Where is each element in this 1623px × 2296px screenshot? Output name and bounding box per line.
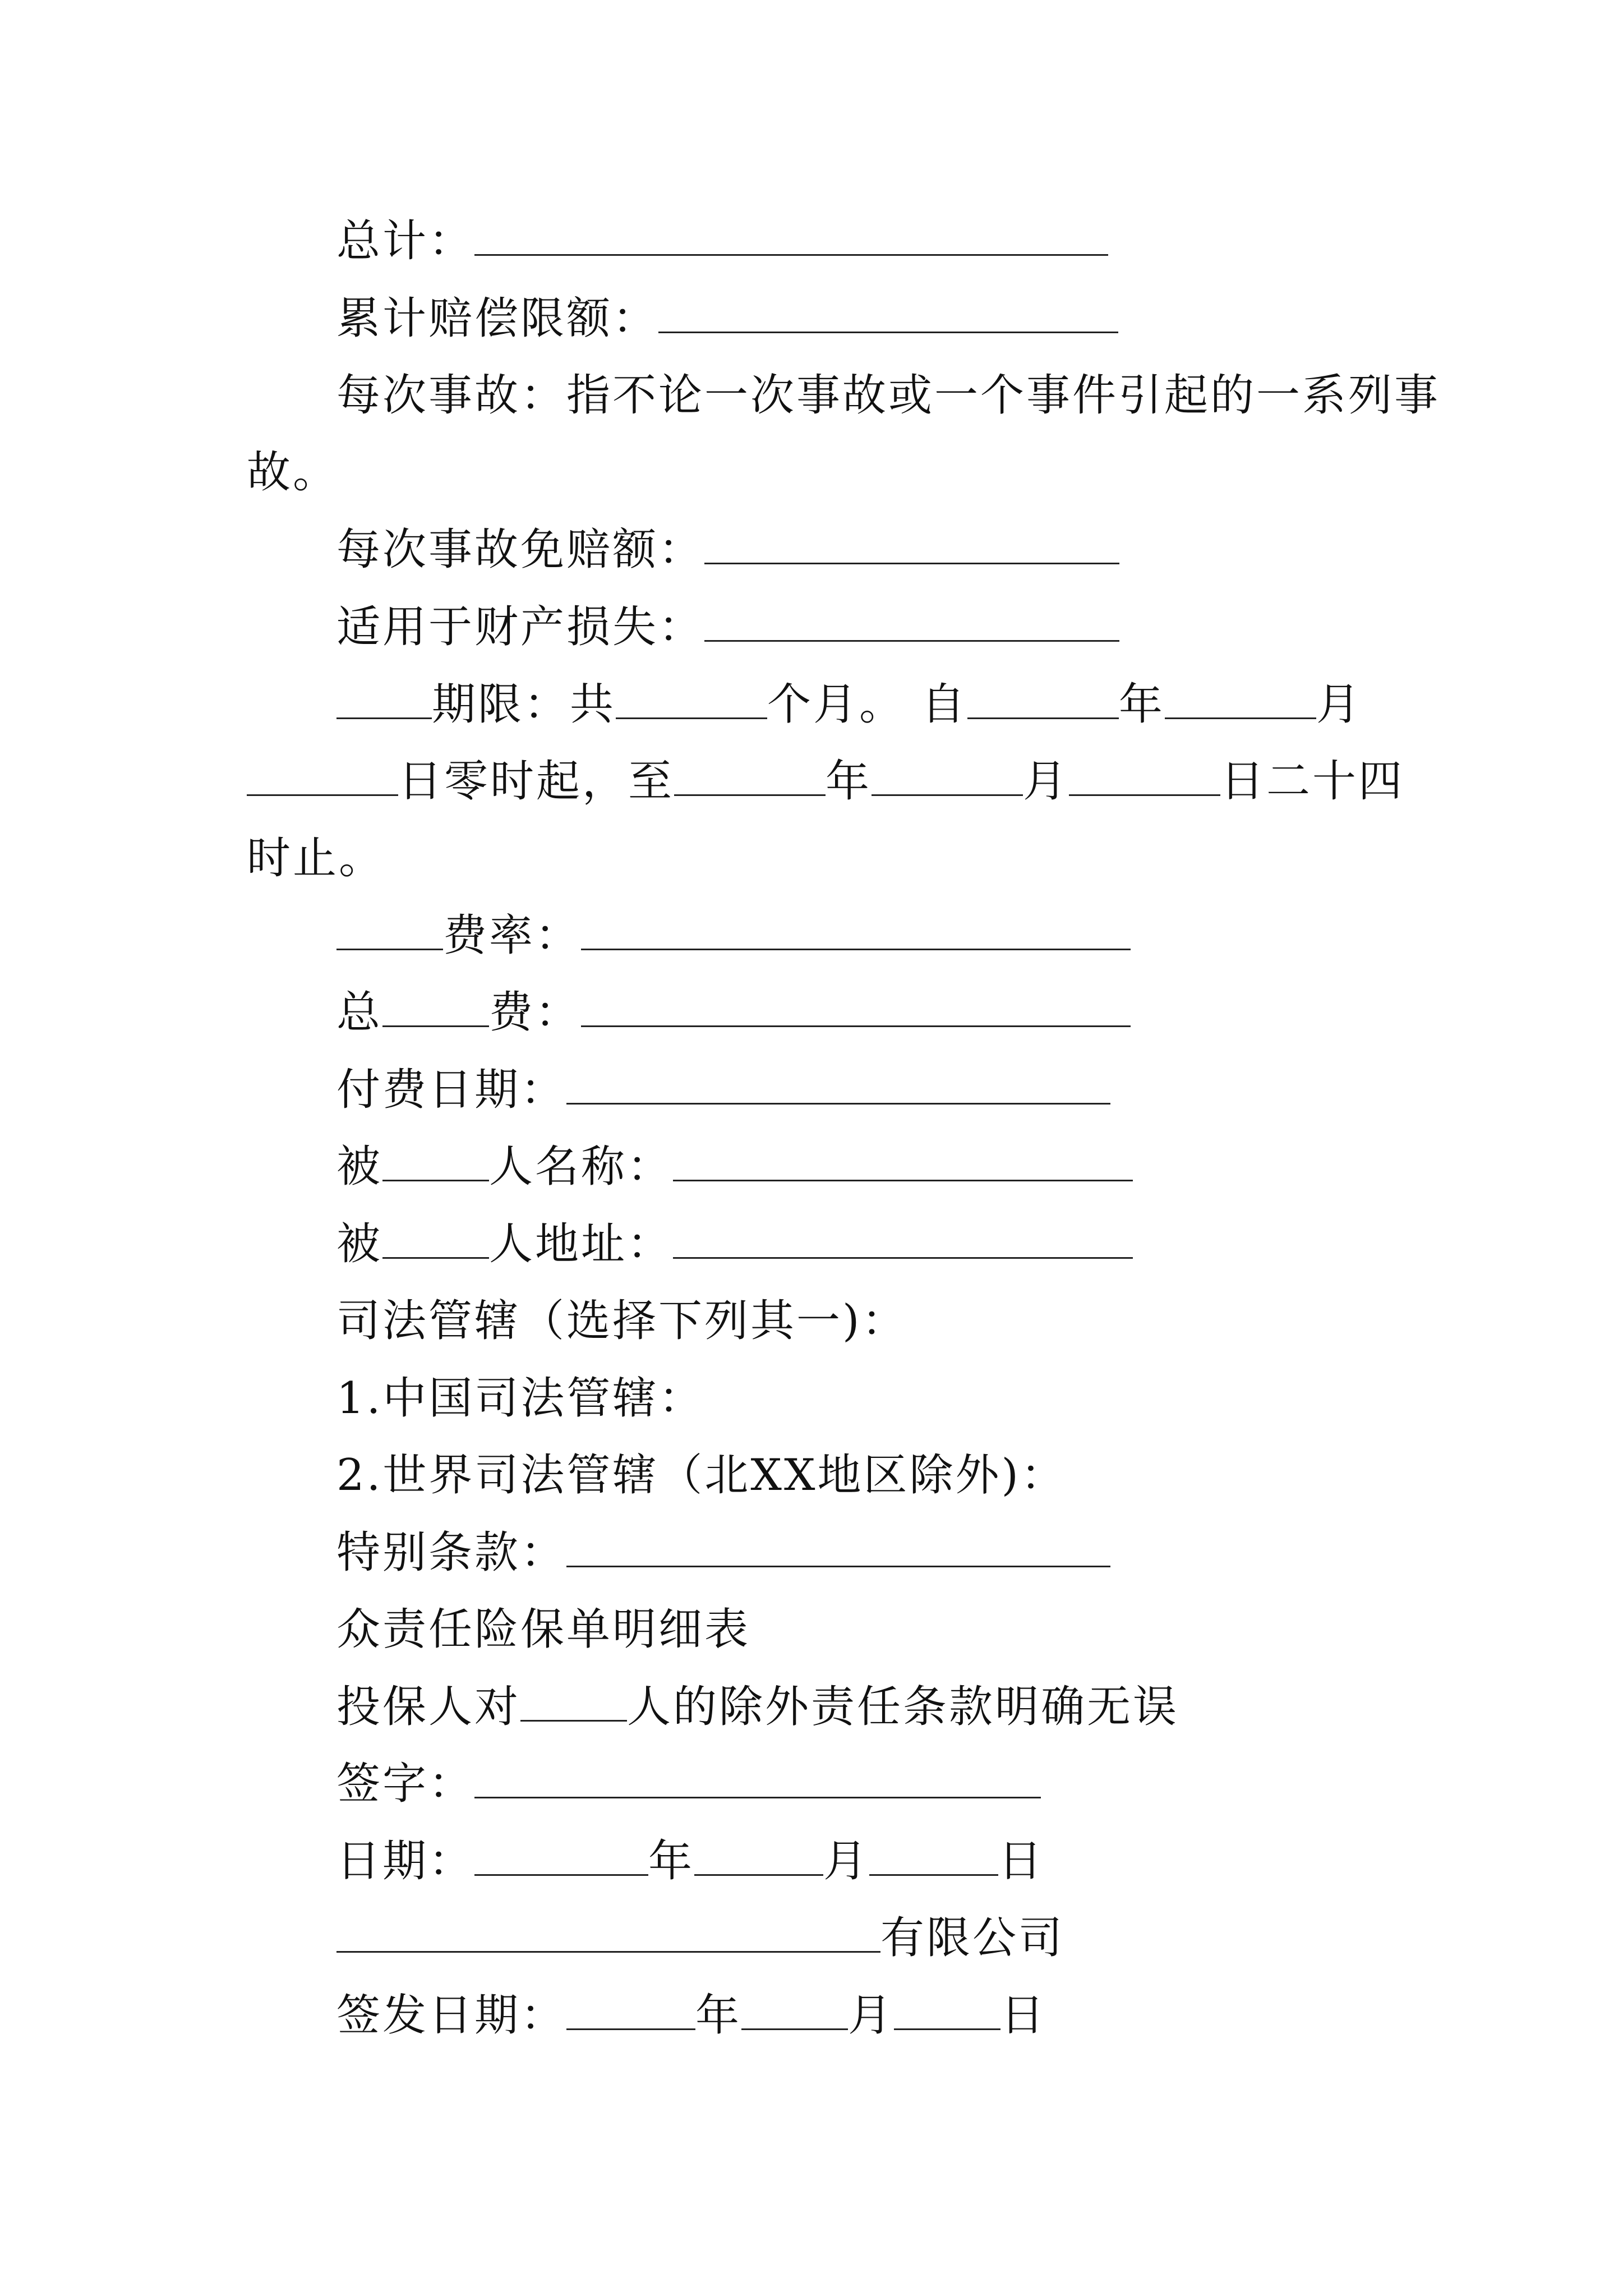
payment-date-label: 付费日期：: [336, 1065, 567, 1115]
total-fee-text-a: 总: [336, 987, 383, 1038]
period-start-year-blank[interactable]: [967, 683, 1119, 719]
issue-date-year-label: 年: [695, 1990, 742, 2041]
period-type-blank[interactable]: [336, 683, 432, 719]
insured-address-type-blank[interactable]: [382, 1222, 489, 1259]
special-terms-blank[interactable]: [566, 1531, 1110, 1567]
jurisdiction-option-1-label: 1.中国司法管辖：: [336, 1373, 705, 1424]
date-month-label: 月: [823, 1836, 870, 1887]
per-accident-definition-line2: [247, 444, 339, 500]
insured-address-line: [336, 1216, 1133, 1272]
period-start-month-blank[interactable]: [1165, 683, 1316, 719]
issue-date-day-label: 日: [1000, 1990, 1047, 2041]
cumulative-limit-line: [336, 291, 1118, 347]
period-line3: [247, 830, 385, 886]
exclusion-confirm-text-a: 投保人对: [336, 1682, 521, 1732]
jurisdiction-option-2-label: 2.世界司法管辖（北XX地区除外)：: [336, 1450, 1067, 1501]
jurisdiction-line: [336, 1293, 907, 1349]
signature-blank[interactable]: [474, 1762, 1041, 1798]
company-label: 有限公司: [880, 1913, 1065, 1963]
issue-date-label: 签发日期：: [336, 1990, 567, 2041]
total-blank[interactable]: [474, 219, 1108, 256]
jurisdiction-option-2: [336, 1447, 1067, 1503]
jurisdiction-label: 司法管辖（选择下列其一)：: [336, 1296, 908, 1346]
per-accident-deductible-line: [336, 522, 1119, 578]
total-fee-text-b: 费：: [489, 987, 582, 1038]
property-loss-line: [336, 599, 1119, 655]
date-year-blank[interactable]: [474, 1839, 648, 1876]
exclusion-confirm-blank[interactable]: [520, 1685, 627, 1722]
date-day-label: 日: [998, 1836, 1045, 1887]
signature-line: [336, 1756, 1041, 1812]
period-start-day-blank[interactable]: [247, 760, 398, 796]
insured-name-type-blank[interactable]: [382, 1145, 489, 1181]
exclusion-confirm-text-b: 人的除外责任条款明确无误: [627, 1682, 1179, 1732]
signature-label: 签字：: [336, 1759, 475, 1809]
issue-date-month-label: 月: [848, 1990, 895, 2041]
issue-date-month-blank[interactable]: [741, 1994, 848, 2030]
total-fee-type-blank[interactable]: [382, 991, 489, 1027]
period-line1: [336, 677, 1362, 733]
jurisdiction-option-1: [336, 1370, 704, 1427]
period-end-month-blank[interactable]: [872, 760, 1023, 796]
total-label: 总计：: [336, 216, 475, 266]
payment-date-line: [336, 1062, 1110, 1118]
insured-name-line: [336, 1139, 1133, 1195]
period-line2: [247, 753, 1404, 809]
period-text-i: 时止。: [247, 833, 385, 884]
insured-name-text-a: 被: [336, 1142, 383, 1192]
per-accident-deductible-blank[interactable]: [704, 528, 1119, 564]
company-line: [336, 1910, 1064, 1966]
schedule-title: 众责任险保单明细表: [336, 1604, 751, 1655]
per-accident-definition-text2: 故。: [247, 447, 339, 498]
special-terms-label: 特别条款：: [336, 1527, 567, 1578]
issue-date-line: [336, 1987, 1046, 2044]
date-month-blank[interactable]: [694, 1839, 823, 1876]
total-line: [336, 213, 1108, 269]
rate-type-blank[interactable]: [336, 914, 443, 950]
insured-name-text-b: 人名称：: [489, 1142, 674, 1192]
date-label: 日期：: [336, 1836, 475, 1887]
date-line: [336, 1833, 1044, 1889]
rate-label: 费率：: [443, 910, 582, 961]
period-text-d: 月: [1316, 679, 1362, 730]
per-accident-definition-text1: 每次事故：指不论一次事故或一个事件引起的一系列事: [336, 370, 1441, 421]
date-year-label: 年: [648, 1836, 695, 1887]
period-text-e: 日零时起，至: [398, 756, 675, 807]
exclusion-confirm-line: [336, 1679, 1179, 1735]
period-text-c: 年: [1118, 679, 1165, 730]
period-end-day-blank[interactable]: [1069, 760, 1220, 796]
schedule-title-line: [336, 1602, 750, 1658]
insured-address-blank[interactable]: [673, 1222, 1133, 1259]
insured-address-text-a: 被: [336, 1219, 383, 1269]
period-end-year-blank[interactable]: [674, 760, 826, 796]
insured-address-text-b: 人地址：: [489, 1219, 674, 1269]
period-text-f: 年: [826, 756, 872, 807]
issue-date-day-blank[interactable]: [894, 1994, 1000, 2030]
payment-date-blank[interactable]: [566, 1068, 1110, 1105]
property-loss-label: 适用于财产损失：: [336, 602, 705, 652]
cumulative-limit-blank[interactable]: [658, 297, 1118, 333]
special-terms-line: [336, 1525, 1110, 1581]
period-months-blank[interactable]: [616, 683, 767, 719]
company-name-blank[interactable]: [336, 1916, 880, 1953]
period-text-h: 日二十四: [1220, 756, 1405, 807]
total-fee-line: [336, 984, 1131, 1041]
cumulative-limit-label: 累计赔偿限额：: [336, 293, 659, 344]
date-day-blank[interactable]: [869, 1839, 998, 1876]
rate-blank[interactable]: [581, 914, 1131, 950]
period-text-g: 月: [1023, 756, 1069, 807]
rate-line: [336, 908, 1131, 964]
total-fee-blank[interactable]: [581, 991, 1131, 1027]
property-loss-blank[interactable]: [704, 605, 1119, 642]
period-text-b: 个月。 自: [767, 679, 967, 730]
issue-date-year-blank[interactable]: [566, 1994, 695, 2030]
per-accident-deductible-label: 每次事故免赔额：: [336, 524, 705, 575]
per-accident-definition-line1: [336, 367, 1440, 424]
insured-name-blank[interactable]: [673, 1145, 1133, 1181]
period-text-a: 期限：共: [432, 679, 616, 730]
